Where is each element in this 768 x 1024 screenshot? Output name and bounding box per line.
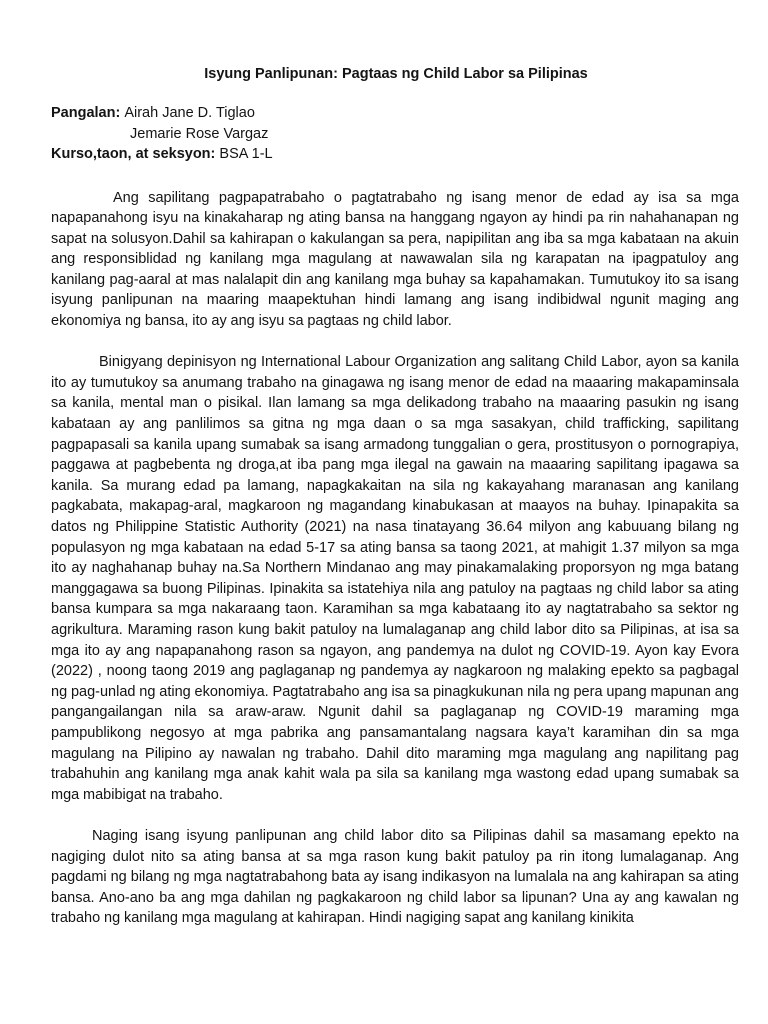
paragraph-2: Binigyang depinisyon ng International Labour Organization ang salitang Child Labor, ayon sa kanila ito ay tumutukoy sa anumang trabaho na ginagawa ng isang menor de edad na maaaring makapaminsala sa kanila, mental man o pisikal. Ilan lamang sa mga delikadong trabaho na maaaring pasukin ng isang kabataan ay ang panlilimos sa gitna ng mga daan o sa mga sasakyan, child trafficking, sapilitang pagpapasali sa kanila upang sumabak sa isang armadong tunggalian o gera, prostitusyon o pornograpiya, paggawa at pagbebenta ng droga,at iba pang mga ilegal na gawain na maaaring sapilitang ipagawa sa kanila. Sa murang edad pa lamang, napagkakaitan na sila ng kakayahang maranasan ang kanilang pagkabata, makapag-aral, magkaroon ng magandang kinabukasan at maayos na buhay. Ipinapakita sa datos ng Philippine Statistic Authority (2021) na nasa tinatayang 36.64 milyon ang kabuuang bilang ng populasyon ng mga kabataan na edad 5-17 sa ating bansa sa taong 2021, at mahigit 1.37 milyon sa mga ito ay naghahanap buhay na.Sa Northern Mindanao ang may pinakamalaking proporsyon ng mga batang manggagawa sa buong Pilipinas. Ipinakita sa istatehiya nila ang patuloy na pagtaas ng child labor sa ating bansa kumpara sa mga nakaraang taon. Karamihan sa mga kabataang ito ay nagtatrabaho sa sektor ng agrikultura. Maraming rason kung bakit patuloy na lumalaganap ang child labor dito sa Pilipinas, at isa sa mga ito ay ang napapanahong rason sa ngayon, ang pandemya na dulot ng COVID-19. Ayon kay Evora (2022) , noong taong 2019 ang paglaganap ng pandemya ay nagkaroon ng malaking epekto sa pagbagal ng pag-unlad ng ating ekonomiya. Pagtatrabaho ang isa sa pinagkukunan nila ng pera upang mapunan ang pangangailangan nila sa araw-araw. Ngunit dahil sa paglaganap ng COVID-19 maraming mga pampublikong negosyo at mga pabrika ang pansamantalang nagsara kaya’t karamihan din sa mga magulang na Pilipino ay nawalan ng trabaho. Dahil dito maraming mga magulang ang napilitang pag trabahuhin ang kanilang mga anak kahit wala pa sila sa kanilang mga wastong edad upang sumabak sa mga mabibigat na trabaho. bbox=[51, 354, 739, 803]
author-info bbox=[51, 103, 739, 165]
name-label: Pangalan: bbox=[51, 105, 125, 121]
author-name-1: Airah Jane D. Tiglao bbox=[124, 105, 255, 121]
paragraph-1: Ang sapilitang pagpapatrabaho o pagtatrabaho ng isang menor de edad ay isa sa mga napapanahong isyu na kinakaharap ng ating bansa na hanggang ngayon ay hindi pa rin nahahanapan ng sapat na solusyon.Dahil sa kahirapan o kakulangan sa pera, napipilitan ang iba sa mga kabataan na akuin ang responsiblidad ng kanilang mga magulang at nawawalan sila ng karapatan na ipagpatuloy ang kanilang pag-aaral at mas nalalapit din ang kanilang mga buhay sa kapahamakan. Tumutukoy ito sa isang isyung panlipunan na maaring maapektuhan hindi lamang ang isang indibidwal ngunit maging ang ekonomiya ng bansa, ito ay ang isyu sa pagtaas ng child labor. bbox=[51, 189, 739, 330]
name-row bbox=[51, 103, 739, 124]
document-title: Isyung Panlipunan: Pagtaas ng Child Labor sa Pilipinas bbox=[204, 66, 588, 82]
paragraph-3: Naging isang isyung panlipunan ang child labor dito sa Pilipinas dahil sa masamang epekto na nagiging dulot nito sa ating bansa at sa mga rason kung bakit patuloy pa rin itong lumalaganap. Ang pagdami ng bilang ng mga nagtatrabahong bata ay isang indikasyon na lumalala na ang kahirapan sa ating bansa. Ano-ano ba ang mga dahilan ng pagkakaroon ng child labor sa lipunan? Una ay ang kawalan ng trabaho ng kanilang mga magulang at kahirapan. Hindi nagiging sapat ang kanilang kinikita bbox=[51, 827, 739, 927]
course-label: Kurso,taon, at seksyon: bbox=[51, 146, 220, 162]
author-name-2: Jemarie Rose Vargaz bbox=[130, 125, 269, 142]
course-row bbox=[51, 144, 739, 165]
course-value: BSA 1-L bbox=[219, 146, 273, 162]
document-page bbox=[51, 64, 739, 949]
